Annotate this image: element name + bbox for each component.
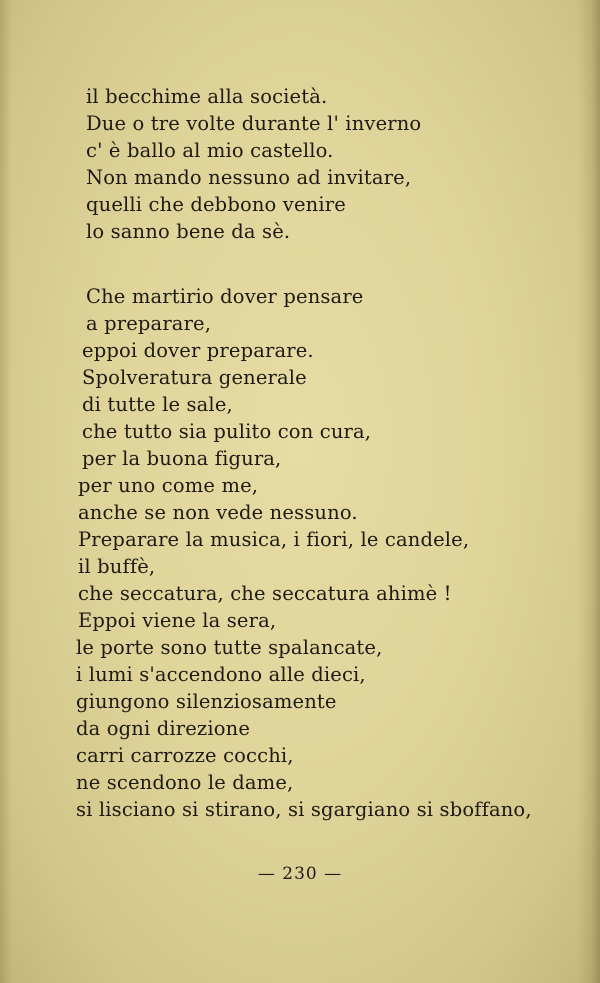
poem-line: i lumi s'accendono alle dieci, <box>76 663 366 686</box>
poem-line: che tutto sia pulito con cura, <box>82 420 372 443</box>
poem-line: Preparare la musica, i fiori, le candele, <box>78 528 470 551</box>
poem-line: eppoi dover preparare. <box>82 339 314 362</box>
poem-line: Due o tre volte durante l' inverno <box>86 112 422 135</box>
poem-line: il becchime alla società. <box>86 85 328 108</box>
poem-line: Non mando nessuno ad invitare, <box>86 166 412 189</box>
poem-line: le porte sono tutte spalancate, <box>76 636 383 659</box>
stanza-two <box>0 283 600 823</box>
poem-line: a preparare, <box>86 312 212 335</box>
poem-line: c' è ballo al mio castello. <box>86 139 334 162</box>
poem-line: per uno come me, <box>78 474 259 497</box>
stanza-one <box>0 83 600 245</box>
poem-line: Che martirio dover pensare <box>86 285 364 308</box>
poem-line: di tutte le sale, <box>82 393 233 416</box>
poem-line: carri carrozze cocchi, <box>76 744 294 767</box>
poem-line: lo sanno bene da sè. <box>86 220 291 243</box>
poem-line: il buffè, <box>78 555 156 578</box>
poem-line: per la buona figura, <box>82 447 282 470</box>
poem-line: quelli che debbono venire <box>86 193 346 216</box>
poem-line: ne scendono le dame, <box>76 771 294 794</box>
poem-line: Eppoi viene la sera, <box>78 609 277 632</box>
poem-line: che seccatura, che seccatura ahimè ! <box>78 582 452 605</box>
poem-line: giungono silenziosamente <box>76 690 337 713</box>
poem-line: Spolveratura generale <box>82 366 307 389</box>
poem-line: si lisciano si stirano, si sgargiano si sboffano, <box>76 798 532 821</box>
page-number: — 230 — <box>257 864 343 884</box>
poem-line: anche se non vede nessuno. <box>78 501 358 524</box>
poem-line: da ogni direzione <box>76 717 251 740</box>
